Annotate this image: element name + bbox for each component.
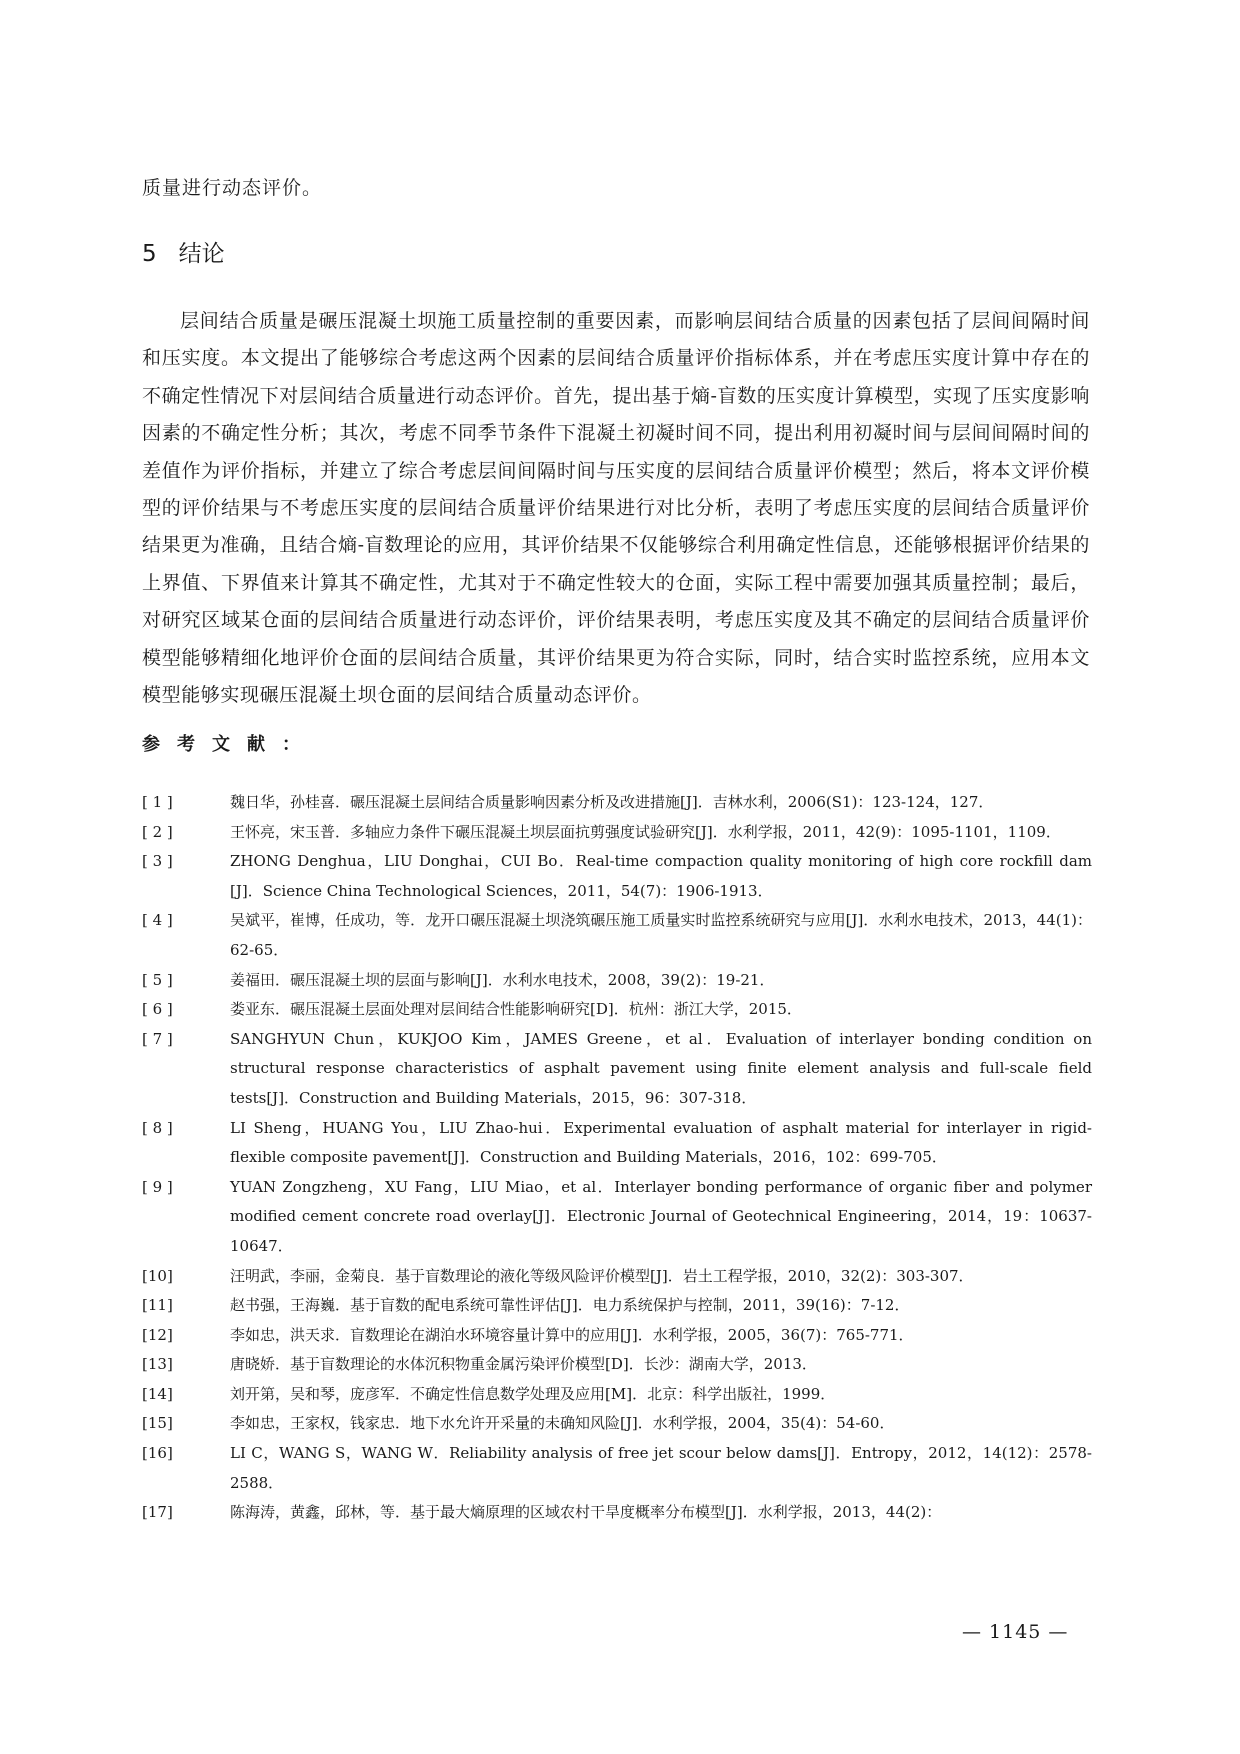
reference-text: 陈海涛，黄鑫，邱林，等．基于最大熵原理的区域农村干旱度概率分布模型[J]．水利学报，2013，44(2)： xyxy=(230,1503,942,1522)
reference-text: 王怀亮，宋玉普．多轴应力条件下碾压混凝土坝层面抗剪强度试验研究[J]．水利学报，2011，42(9)：1095-1101，1109． xyxy=(230,822,1061,841)
reference-item xyxy=(142,966,1092,996)
section-number: 5 xyxy=(142,241,157,267)
reference-text: YUAN Zongzheng，XU Fang，LIU Miao，et al．Interlayer bonding performance of organic fiber and polymer modified cement concrete road overlay[J]．Electronic Journal of Geotechnical Engineering，2014，19：10637-10647． xyxy=(230,1177,1092,1255)
conclusion-paragraph: 层间结合质量是碾压混凝土坝施工质量控制的重要因素，而影响层间结合质量的因素包括了层间间隔时间和压实度。本文提出了能够综合考虑这两个因素的层间结合质量评价指标体系，并在考虑压实度计算中存在的不确定性情况下对层间结合质量进行动态评价。首先，提出基于熵-盲数的压实度计算模型，实现了压实度影响因素的不确定性分析；其次，考虑不同季节条件下混凝土初凝时间不同，提出利用初凝时间与层间间隔时间的差值作为评价指标，并建立了综合考虑层间间隔时间与压实度的层间结合质量评价模型；然后，将本文评价模型的评价结果与不考虑压实度的层间结合质量评价结果进行对比分析，表明了考虑压实度的层间结合质量评价结果更为准确，且结合熵-盲数理论的应用，其评价结果不仅能够综合利用确定性信息，还能够根据评价结果的上界值、下界值来计算其不确定性，尤其对于不确定性较大的仓面，实际工程中需要加强其质量控制；最后，对研究区域某仓面的层间结合质量进行动态评价，评价结果表明，考虑压实度及其不确定的层间结合质量评价模型能够精细化地评价仓面的层间结合质量，其评价结果更为符合实际，同时，结合实时监控系统，应用本文模型能够实现碾压混凝土坝仓面的层间结合质量动态评价。 xyxy=(142,310,1090,707)
reference-item xyxy=(142,1350,1092,1380)
reference-item xyxy=(142,1025,1092,1114)
reference-number: [ 1 ] xyxy=(142,793,173,811)
reference-text: 汪明武，李丽，金菊良．基于盲数理论的液化等级风险评价模型[J]．岩土工程学报，2010，32(2)：303-307． xyxy=(230,1266,974,1285)
reference-text: 刘开第，吴和琴，庞彦军．不确定性信息数学处理及应用[M]．北京：科学出版社，1999． xyxy=(230,1384,836,1403)
reference-number: [17] xyxy=(142,1503,173,1522)
page-number: — 1145 — xyxy=(962,1621,1069,1643)
reference-text: 唐晓娇．基于盲数理论的水体沉积物重金属污染评价模型[D]．长沙：湖南大学，2013． xyxy=(230,1355,817,1374)
reference-number: [ 7 ] xyxy=(142,1029,173,1048)
reference-text: LI C，WANG S，WANG W．Reliability analysis of free jet scour below dams[J]．Entropy，2012，14(12)：2578-2588． xyxy=(230,1444,1092,1492)
reference-text: 娄亚东．碾压混凝土层面处理对层间结合性能影响研究[D]．杭州：浙江大学，2015． xyxy=(230,1000,802,1019)
reference-number: [ 5 ] xyxy=(142,970,173,989)
reference-number: [12] xyxy=(142,1325,173,1344)
reference-item xyxy=(142,906,1092,965)
reference-number: [ 3 ] xyxy=(142,852,173,871)
reference-text: 李如忠，王家权，钱家忠．地下水允许开采量的未确知风险[J]．水利学报，2004，35(4)：54-60． xyxy=(230,1414,895,1433)
reference-item xyxy=(142,1439,1092,1498)
reference-number: [ 9 ] xyxy=(142,1177,173,1196)
reference-number: [11] xyxy=(142,1296,173,1315)
reference-item xyxy=(142,1321,1092,1351)
reference-text: SANGHYUN Chun，KUKJOO Kim，JAMES Greene，et al．Evaluation of interlayer bonding condition on structural response characteristics of asphalt pavement using finite element analysis and full-scale field tests[J]．Construction and Building Materials，2015，96：307-318． xyxy=(230,1029,1092,1107)
carryover-text: 质量进行动态评价。 xyxy=(142,177,323,199)
reference-text: 姜福田．碾压混凝土坝的层面与影响[J]．水利水电技术，2008，39(2)：19-21． xyxy=(230,970,775,989)
reference-item xyxy=(142,1380,1092,1410)
reference-text: 吴斌平，崔博，任成功，等．龙开口碾压混凝土坝浇筑碾压施工质量实时监控系统研究与应用[J]．水利水电技术，2013，44(1)：62-65． xyxy=(230,911,1092,959)
reference-text: 李如忠，洪天求．盲数理论在湖泊水环境容量计算中的应用[J]．水利学报，2005，36(7)：765-771． xyxy=(230,1325,914,1344)
reference-item xyxy=(142,1291,1092,1321)
reference-item xyxy=(142,1262,1092,1292)
reference-list xyxy=(142,788,1092,1528)
reference-text: LI Sheng，HUANG You，LIU Zhao-hui．Experimental evaluation of asphalt material for interlayer in rigid-flexible composite pavement[J]．Construction and Building Materials，2016，102：699-705． xyxy=(230,1118,1092,1167)
reference-number: [14] xyxy=(142,1384,173,1403)
reference-number: [ 2 ] xyxy=(142,822,173,841)
reference-number: [ 4 ] xyxy=(142,911,173,930)
reference-text: 赵书强，王海巍．基于盲数的配电系统可靠性评估[J]．电力系统保护与控制，2011，39(16)：7-12． xyxy=(230,1296,910,1315)
reference-item xyxy=(142,788,1092,818)
reference-number: [13] xyxy=(142,1355,173,1374)
section-heading xyxy=(142,238,225,270)
reference-number: [16] xyxy=(142,1444,173,1463)
references-title: 参考文献： xyxy=(142,734,317,755)
reference-text: 魏日华，孙桂喜．碾压混凝土层间结合质量影响因素分析及改进措施[J]．吉林水利，2006(S1)：123-124，127． xyxy=(230,793,994,811)
reference-item xyxy=(142,847,1092,906)
reference-number: [10] xyxy=(142,1266,173,1285)
reference-number: [ 6 ] xyxy=(142,1000,173,1019)
reference-text: ZHONG Denghua，LIU Donghai，CUI Bo．Real-time compaction quality monitoring of high core rockfill dam [J]．Science China Technological Sciences，2011，54(7)：1906-1913． xyxy=(230,852,1092,900)
reference-number: [15] xyxy=(142,1414,173,1433)
reference-item xyxy=(142,1173,1092,1262)
section-title: 结论 xyxy=(178,241,225,267)
reference-item xyxy=(142,995,1092,1025)
reference-item xyxy=(142,818,1092,848)
reference-item xyxy=(142,1498,1092,1528)
reference-item xyxy=(142,1114,1092,1173)
reference-number: [ 8 ] xyxy=(142,1118,173,1137)
reference-item xyxy=(142,1409,1092,1439)
